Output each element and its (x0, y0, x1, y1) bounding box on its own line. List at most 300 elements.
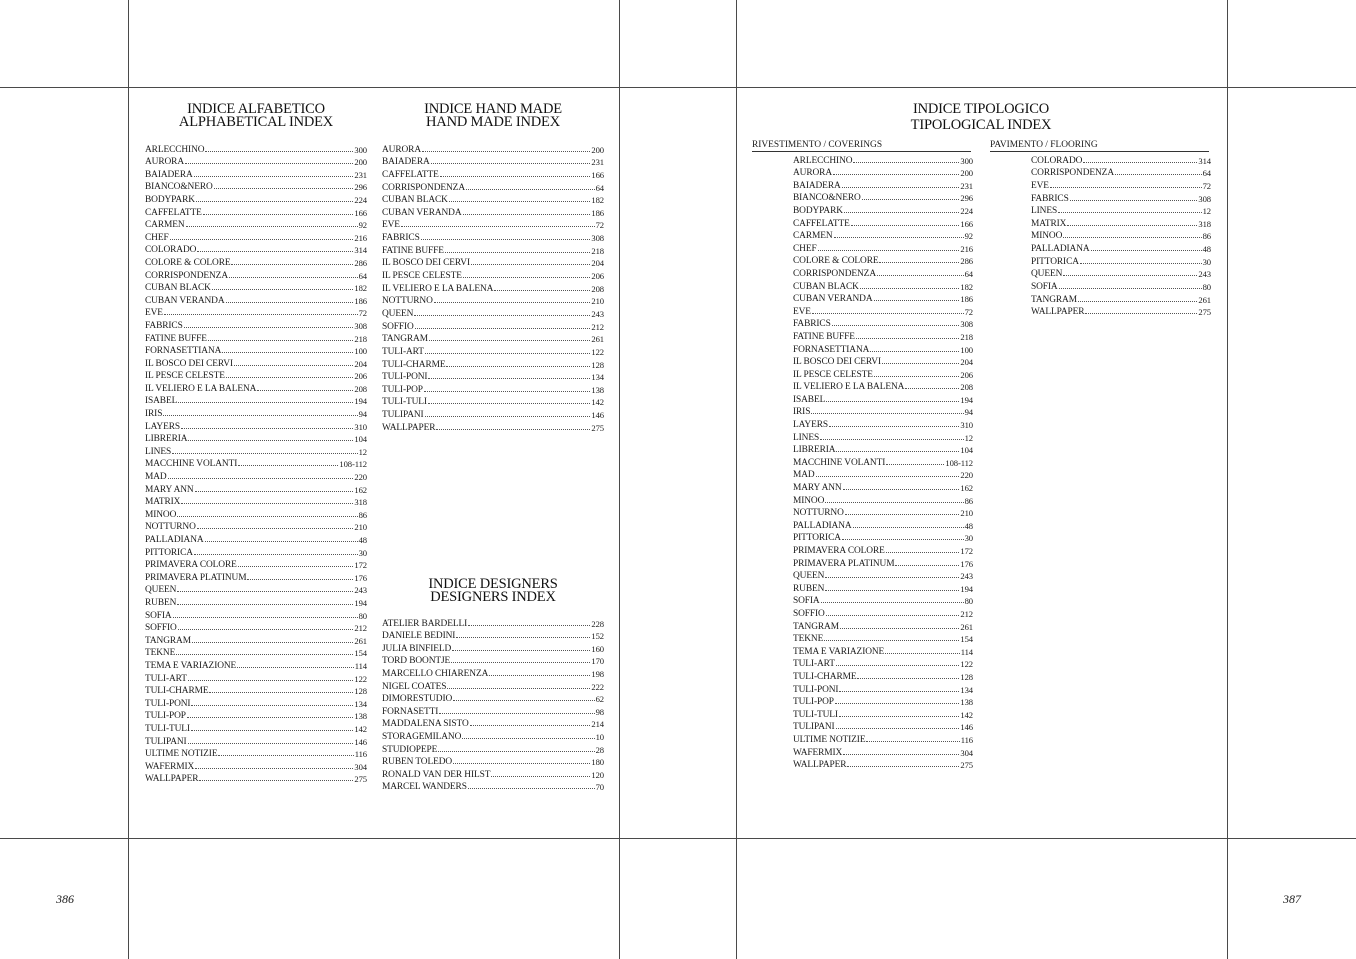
entry-name: TORD BOONTJE (382, 656, 451, 667)
entry-page: 72 (964, 306, 973, 317)
dot-leader (856, 338, 959, 339)
entry-name: COLORADO (1031, 155, 1083, 166)
entry-name: WAFERMIX (793, 747, 843, 758)
index-entry (145, 192, 367, 205)
index-entry (1031, 305, 1211, 318)
dot-leader (851, 225, 960, 226)
entry-name: CHEF (793, 243, 817, 254)
entry-page: 72 (595, 220, 604, 231)
entry-page: 275 (591, 422, 604, 433)
entry-page: 243 (591, 308, 604, 319)
entry-name: CUBAN BLACK (145, 283, 211, 294)
dot-leader (194, 176, 354, 177)
entry-page: 134 (591, 372, 604, 383)
index-entry (382, 218, 604, 231)
entry-name: PITTORICA (145, 547, 193, 558)
dot-leader (218, 755, 353, 756)
entry-page: 122 (591, 346, 604, 357)
dot-leader (853, 162, 959, 163)
entry-page: 231 (960, 180, 973, 191)
entry-page: 218 (591, 245, 604, 256)
dot-leader (821, 602, 964, 603)
dot-leader (195, 491, 354, 492)
dot-leader (453, 700, 594, 701)
entry-name: PRIMAVERA COLORE (145, 560, 237, 571)
entry-name: BIANCO&NERO (145, 182, 213, 193)
entry-name: CUBAN VERANDA (382, 207, 462, 218)
dot-leader (181, 428, 353, 429)
entry-page: 304 (354, 761, 367, 772)
dot-leader (238, 566, 354, 567)
entry-name: TULIPANI (793, 722, 835, 733)
index-entry (793, 153, 973, 166)
dot-leader (866, 741, 959, 742)
entry-page: 12 (1202, 206, 1211, 217)
entry-page: 86 (358, 509, 367, 520)
entry-page: 100 (354, 346, 367, 357)
index-entry (793, 367, 973, 380)
dot-leader (860, 288, 960, 289)
index-entry (382, 193, 604, 206)
dot-leader (212, 289, 354, 290)
entry-name: TULI-PONI (382, 372, 428, 383)
dot-leader (826, 615, 960, 616)
entry-name: TULI-TULI (145, 723, 190, 734)
crop-line (619, 0, 620, 959)
index-entry (145, 356, 367, 369)
entry-page: 206 (354, 371, 367, 382)
index-entry (793, 682, 973, 695)
dot-leader (471, 264, 590, 265)
entry-name: CORRISPONDENZA (793, 268, 876, 279)
dot-leader (820, 439, 964, 440)
entry-page: 275 (1198, 307, 1211, 318)
index-entry (145, 759, 367, 772)
entry-page: 108-112 (945, 457, 973, 468)
dot-leader (173, 617, 358, 618)
entry-page: 134 (960, 684, 973, 695)
entry-page: 128 (960, 671, 973, 682)
dot-leader (879, 262, 959, 263)
entry-page: 64 (964, 268, 973, 279)
entry-page: 128 (591, 359, 604, 370)
dot-leader (1085, 313, 1197, 314)
dot-leader (836, 665, 960, 666)
entry-name: ISABEL (793, 394, 826, 405)
entry-name: TANGRAM (145, 635, 191, 646)
dot-leader (425, 353, 591, 354)
entry-page: 216 (354, 232, 367, 243)
index-entry (382, 704, 604, 717)
entry-page: 64 (595, 182, 604, 193)
entry-page: 261 (354, 635, 367, 646)
index-entry (145, 532, 367, 545)
entry-name: IRIS (793, 407, 811, 418)
entry-page: 142 (591, 397, 604, 408)
entry-name: CORRISPONDENZA (1031, 168, 1114, 179)
index-entry (793, 317, 973, 330)
index-entry (382, 268, 604, 281)
entry-page: 162 (960, 483, 973, 494)
entry-name: ARLECCHINO (145, 144, 205, 155)
index-entry (145, 684, 367, 697)
index-entry (145, 432, 367, 445)
dot-leader (456, 637, 590, 638)
entry-page: 134 (354, 698, 367, 709)
index-entry (793, 594, 973, 607)
index-entry (382, 767, 604, 780)
entry-page: 86 (964, 495, 973, 506)
index-entry (1031, 204, 1211, 217)
entry-page: 48 (358, 535, 367, 545)
entry-name: BODYPARK (145, 194, 195, 205)
entry-page: 64 (1202, 168, 1211, 179)
entry-page: 186 (354, 295, 367, 306)
index-entry (145, 747, 367, 760)
dot-leader (812, 313, 964, 314)
entry-page: 80 (1202, 282, 1211, 293)
entry-name: TEKNE (145, 648, 176, 659)
dot-leader (184, 327, 354, 328)
dot-leader (237, 667, 354, 668)
entry-name: CAFFELATTE (382, 169, 439, 180)
index-entry (793, 569, 973, 582)
dot-leader (164, 314, 358, 315)
entry-name: TULI-CHARME (793, 671, 857, 682)
index-entry (382, 344, 604, 357)
alphabetical-index-title (145, 103, 367, 129)
entry-name: IL VELIERO E LA BALENA (145, 383, 257, 394)
entry-page: 300 (354, 144, 367, 155)
entry-name: CORRISPONDENZA (382, 182, 465, 193)
entry-page: 194 (354, 597, 367, 608)
dot-leader (1091, 250, 1202, 251)
handmade-index-title (382, 103, 604, 129)
dot-leader (826, 401, 959, 402)
handmade-index-list (382, 142, 604, 433)
entry-name: IRIS (145, 409, 163, 420)
index-entry (793, 355, 973, 368)
index-entry (1031, 166, 1211, 179)
index-entry (382, 256, 604, 269)
dot-leader (462, 738, 594, 739)
entry-name: SOFFIO (145, 623, 177, 634)
entry-name: LAYERS (145, 421, 180, 432)
entry-name: TANGRAM (793, 621, 839, 632)
dot-leader (181, 503, 353, 504)
entry-name: MINOO (145, 509, 177, 520)
entry-page: 64 (358, 270, 367, 281)
index-entry (145, 608, 367, 621)
dot-leader (446, 366, 590, 367)
title-english: DESIGNERS INDEX (430, 589, 556, 605)
entry-page: 28 (595, 744, 604, 755)
dot-leader (870, 351, 959, 352)
index-entry (145, 306, 367, 319)
entry-name: IL PESCE CELESTE (145, 371, 225, 382)
entry-name: RUBEN (793, 583, 825, 594)
index-entry (145, 558, 367, 571)
dot-leader (431, 163, 591, 164)
dot-leader (843, 754, 959, 755)
index-entry (1031, 241, 1211, 254)
dot-leader (818, 250, 960, 251)
entry-name: PRIMAVERA PLATINUM (793, 558, 895, 569)
entry-name: RONALD VAN DER HILST (382, 769, 491, 780)
entry-page: 162 (354, 484, 367, 495)
dot-leader (199, 780, 353, 781)
index-entry (382, 666, 604, 679)
dot-leader (203, 214, 354, 215)
index-entry (793, 417, 973, 430)
entry-page: 116 (960, 734, 973, 745)
entry-page: 92 (964, 231, 973, 242)
dot-leader (832, 325, 960, 326)
index-entry (145, 406, 367, 419)
entry-page: 208 (591, 283, 604, 294)
dot-leader (1063, 275, 1197, 276)
dot-leader (178, 402, 353, 403)
index-entry (382, 357, 604, 370)
dot-leader (214, 188, 354, 189)
index-entry (382, 281, 604, 294)
index-entry (145, 469, 367, 482)
title-italian: INDICE DESIGNERS (428, 576, 558, 592)
entry-page: 72 (1202, 180, 1211, 191)
entry-page: 204 (960, 357, 973, 368)
entry-name: AURORA (145, 157, 184, 168)
entry-name: WAFERMIX (145, 761, 195, 772)
index-entry (145, 318, 367, 331)
dot-leader (188, 440, 353, 441)
index-entry (382, 332, 604, 345)
entry-name: IL PESCE CELESTE (793, 369, 873, 380)
entry-page: 182 (960, 281, 973, 292)
index-entry (793, 254, 973, 267)
index-entry (145, 230, 367, 243)
entry-name: FATINE BUFFE (793, 331, 855, 342)
entry-name: CARMEN (793, 231, 833, 242)
dot-leader (185, 163, 353, 164)
index-entry (1031, 229, 1211, 242)
dot-leader (238, 465, 338, 466)
entry-name: STUDIOPEPE (382, 744, 438, 755)
dot-leader (428, 378, 590, 379)
entry-name: FABRICS (145, 320, 183, 331)
entry-name: IL VELIERO E LA BALENA (793, 382, 905, 393)
entry-page: 186 (960, 294, 973, 305)
entry-page: 30 (358, 547, 367, 558)
entry-page: 261 (591, 334, 604, 345)
dot-leader (905, 388, 959, 389)
index-entry (382, 142, 604, 155)
entry-page: 142 (354, 723, 367, 734)
entry-page: 300 (960, 155, 973, 166)
entry-page: 80 (358, 610, 367, 621)
entry-page: 318 (1198, 218, 1211, 229)
entry-name: MADDALENA SISTO (382, 719, 469, 730)
entry-name: BAIADERA (145, 169, 193, 180)
title-english: HAND MADE INDEX (426, 114, 560, 130)
dot-leader (836, 451, 959, 452)
entry-name: COLORE & COLORE (145, 257, 231, 268)
index-entry (145, 709, 367, 722)
entry-name: LINES (145, 446, 172, 457)
index-entry (793, 745, 973, 758)
entry-page: 166 (960, 218, 973, 229)
dot-leader (833, 174, 959, 175)
entry-name: TEKNE (793, 634, 824, 645)
entry-name: BODYPARK (793, 205, 843, 216)
entry-name: SOFFIO (793, 608, 825, 619)
dot-leader (829, 426, 959, 427)
dot-leader (163, 415, 357, 416)
entry-page: 100 (960, 344, 973, 355)
entry-name: FATINE BUFFE (145, 333, 207, 344)
entry-page: 310 (960, 420, 973, 431)
index-entry (145, 545, 367, 558)
dot-leader (440, 176, 591, 177)
entry-page: 212 (960, 608, 973, 619)
entry-page: 80 (964, 596, 973, 607)
index-entry (382, 679, 604, 692)
dot-leader (453, 763, 590, 764)
entry-name: SOFIA (145, 610, 172, 621)
entry-page: 48 (964, 520, 973, 531)
dot-leader (857, 678, 959, 679)
dot-leader (1058, 212, 1202, 213)
index-entry (145, 243, 367, 256)
entry-name: TULI-ART (793, 659, 835, 670)
entry-name: NOTTURNO (793, 508, 844, 519)
entry-page: 172 (960, 546, 973, 556)
index-entry (145, 381, 367, 394)
entry-name: BAIADERA (793, 180, 841, 191)
index-entry (793, 279, 973, 292)
dot-leader (195, 768, 353, 769)
index-entry (145, 180, 367, 193)
dot-leader (178, 629, 354, 630)
index-entry (145, 772, 367, 785)
entry-name: CAFFELATTE (793, 218, 850, 229)
index-entry (382, 420, 604, 433)
entry-page: 208 (354, 383, 367, 394)
index-entry (793, 518, 973, 531)
entry-name: TULI-ART (382, 346, 424, 357)
crop-line (0, 838, 1356, 839)
entry-name: MAD (793, 470, 815, 481)
index-entry (793, 556, 973, 569)
entry-name: CAFFELATTE (145, 207, 202, 218)
entry-name: RUBEN TOLEDO (382, 757, 453, 768)
index-entry (145, 268, 367, 281)
entry-page: 30 (964, 533, 973, 544)
dot-leader (191, 705, 353, 706)
entry-name: IL BOSCO DEI CERVI (382, 258, 470, 269)
dot-leader (1083, 162, 1197, 163)
entry-name: PRIMAVERA PLATINUM (145, 572, 247, 583)
index-entry (382, 780, 604, 793)
entry-page: 92 (358, 220, 367, 231)
dot-leader (842, 539, 964, 540)
entry-name: EVE (382, 220, 400, 231)
coverings-heading: RIVESTIMENTO / COVERINGS (752, 140, 971, 152)
entry-name: LINES (793, 432, 820, 443)
dot-leader (187, 717, 354, 718)
index-entry (382, 717, 604, 730)
entry-name: LIBRERIA (145, 434, 188, 445)
entry-name: TULI-ART (145, 673, 187, 684)
entry-page: 94 (358, 409, 367, 420)
dot-leader (429, 340, 590, 341)
entry-name: LIBRERIA (793, 445, 836, 456)
dot-leader (229, 277, 358, 278)
dot-leader (209, 692, 353, 693)
index-entry (382, 180, 604, 193)
entry-name: TULI-PONI (793, 684, 839, 695)
index-entry (1031, 153, 1211, 166)
page-number-right: 387 (1283, 892, 1301, 906)
dot-leader (188, 743, 354, 744)
dot-leader (489, 675, 590, 676)
index-entry (1031, 279, 1211, 292)
entry-name: TULIPANI (145, 736, 187, 747)
entry-page: 210 (591, 296, 604, 307)
index-entry (793, 758, 973, 771)
entry-page: 138 (354, 711, 367, 722)
entry-name: QUEEN (382, 308, 414, 319)
entry-page: 146 (354, 736, 367, 747)
entry-name: TULI-TULI (793, 709, 838, 720)
dot-leader (886, 552, 960, 553)
index-entry (145, 281, 367, 294)
entry-page: 308 (1198, 193, 1211, 204)
dot-leader (222, 352, 353, 353)
index-entry (145, 583, 367, 596)
entry-page: 243 (960, 571, 973, 582)
index-entry (793, 531, 973, 544)
entry-page: 72 (358, 308, 367, 319)
entry-name: TULIPANI (382, 410, 424, 421)
dot-leader (176, 654, 353, 655)
dot-leader (874, 376, 960, 377)
entry-page: 160 (591, 643, 604, 654)
alphabetical-index-list (145, 142, 367, 784)
entry-name: EVE (793, 306, 811, 317)
dot-leader (463, 277, 591, 278)
dot-leader (816, 476, 960, 477)
entry-name: FABRICS (382, 233, 420, 244)
entry-page: 296 (354, 182, 367, 193)
dot-leader (447, 688, 590, 689)
index-entry (793, 619, 973, 632)
entry-name: SOFIA (1031, 282, 1058, 293)
entry-page: 208 (960, 382, 973, 393)
index-entry (793, 732, 973, 745)
entry-name: IL PESCE CELESTE (382, 271, 462, 282)
dot-leader (1063, 237, 1201, 238)
crop-line (736, 0, 737, 959)
entry-page: 222 (591, 681, 604, 692)
dot-leader (1070, 200, 1198, 201)
dot-leader (226, 302, 354, 303)
entry-name: AURORA (382, 144, 421, 155)
dot-leader (177, 591, 353, 592)
entry-name: DANIELE BEDINI (382, 631, 456, 642)
designers-index-title (382, 578, 604, 604)
entry-name: FATINE BUFFE (382, 245, 444, 256)
dot-leader (843, 489, 960, 490)
